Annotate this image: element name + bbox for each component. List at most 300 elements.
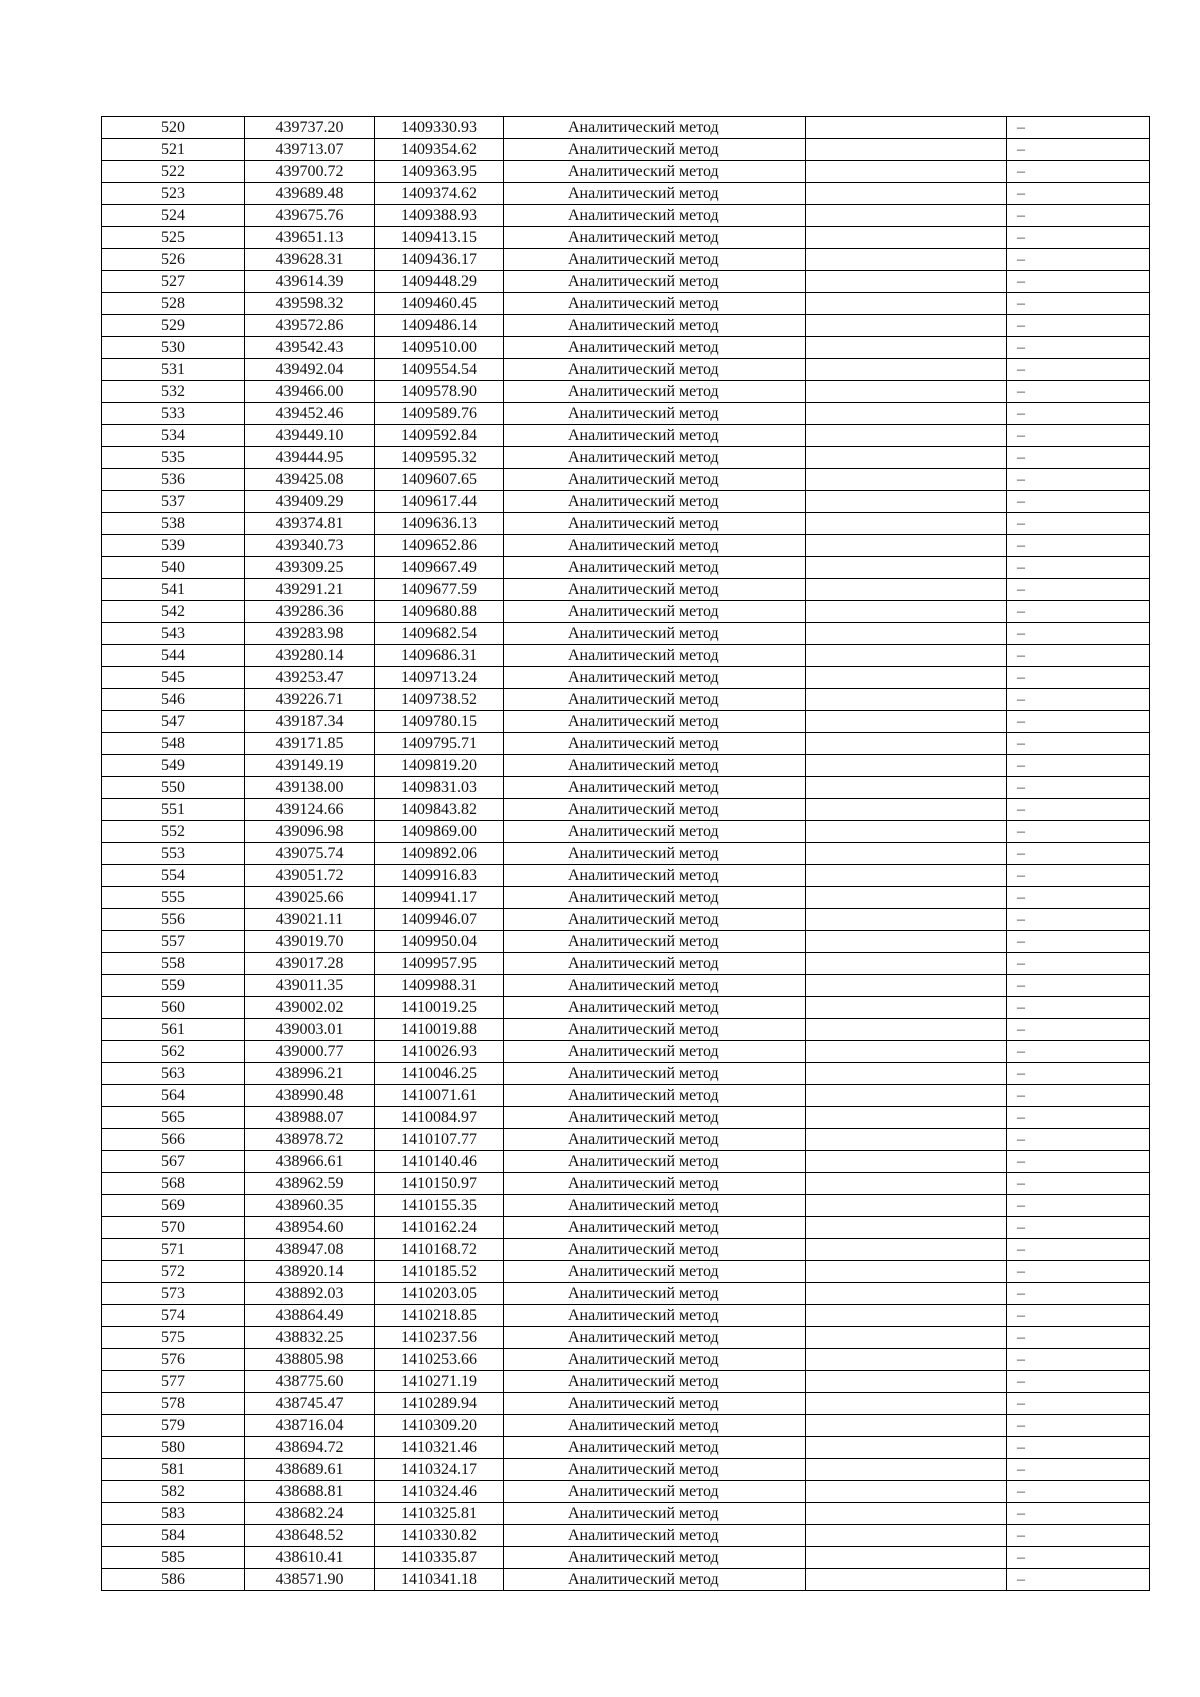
point-number-cell: 585 — [102, 1547, 245, 1569]
accuracy-cell — [806, 381, 1007, 403]
accuracy-cell — [806, 227, 1007, 249]
y-coordinate-cell: 1409460.45 — [375, 293, 504, 315]
table-row — [102, 1459, 1150, 1481]
method-cell: Аналитический метод — [504, 997, 806, 1019]
table-row — [102, 183, 1150, 205]
table-row — [102, 821, 1150, 843]
x-coordinate-cell: 438920.14 — [245, 1261, 375, 1283]
x-coordinate-cell: 439019.70 — [245, 931, 375, 953]
y-coordinate-cell: 1410271.19 — [375, 1371, 504, 1393]
point-number-cell: 551 — [102, 799, 245, 821]
point-number-cell: 550 — [102, 777, 245, 799]
table-row — [102, 117, 1150, 139]
table-row — [102, 953, 1150, 975]
y-coordinate-cell: 1410046.25 — [375, 1063, 504, 1085]
accuracy-cell — [806, 139, 1007, 161]
description-cell: – — [1007, 755, 1150, 777]
x-coordinate-cell: 439466.00 — [245, 381, 375, 403]
description-cell: – — [1007, 1437, 1150, 1459]
y-coordinate-cell: 1409330.93 — [375, 117, 504, 139]
method-cell: Аналитический метод — [504, 1481, 806, 1503]
method-cell: Аналитический метод — [504, 1415, 806, 1437]
y-coordinate-cell: 1409652.86 — [375, 535, 504, 557]
description-cell: – — [1007, 227, 1150, 249]
table-row — [102, 601, 1150, 623]
method-cell: Аналитический метод — [504, 337, 806, 359]
table-row — [102, 1547, 1150, 1569]
description-cell: – — [1007, 315, 1150, 337]
accuracy-cell — [806, 931, 1007, 953]
description-cell: – — [1007, 1503, 1150, 1525]
accuracy-cell — [806, 1459, 1007, 1481]
method-cell: Аналитический метод — [504, 667, 806, 689]
y-coordinate-cell: 1410185.52 — [375, 1261, 504, 1283]
method-cell: Аналитический метод — [504, 1459, 806, 1481]
accuracy-cell — [806, 645, 1007, 667]
accuracy-cell — [806, 249, 1007, 271]
y-coordinate-cell: 1410150.97 — [375, 1173, 504, 1195]
x-coordinate-cell: 438960.35 — [245, 1195, 375, 1217]
accuracy-cell — [806, 1041, 1007, 1063]
description-cell: – — [1007, 909, 1150, 931]
accuracy-cell — [806, 997, 1007, 1019]
accuracy-cell — [806, 1393, 1007, 1415]
point-number-cell: 578 — [102, 1393, 245, 1415]
method-cell: Аналитический метод — [504, 249, 806, 271]
method-cell: Аналитический метод — [504, 1063, 806, 1085]
point-number-cell: 536 — [102, 469, 245, 491]
description-cell: – — [1007, 513, 1150, 535]
description-cell: – — [1007, 249, 1150, 271]
description-cell: – — [1007, 359, 1150, 381]
accuracy-cell — [806, 1481, 1007, 1503]
method-cell: Аналитический метод — [504, 315, 806, 337]
y-coordinate-cell: 1410218.85 — [375, 1305, 504, 1327]
accuracy-cell — [806, 403, 1007, 425]
accuracy-cell — [806, 1195, 1007, 1217]
x-coordinate-cell: 438688.81 — [245, 1481, 375, 1503]
description-cell: – — [1007, 733, 1150, 755]
accuracy-cell — [806, 865, 1007, 887]
accuracy-cell — [806, 777, 1007, 799]
accuracy-cell — [806, 359, 1007, 381]
point-number-cell: 569 — [102, 1195, 245, 1217]
description-cell: – — [1007, 1305, 1150, 1327]
x-coordinate-cell: 438832.25 — [245, 1327, 375, 1349]
accuracy-cell — [806, 1283, 1007, 1305]
table-row — [102, 1481, 1150, 1503]
x-coordinate-cell: 439291.21 — [245, 579, 375, 601]
point-number-cell: 540 — [102, 557, 245, 579]
description-cell: – — [1007, 183, 1150, 205]
x-coordinate-cell: 439628.31 — [245, 249, 375, 271]
method-cell: Аналитический метод — [504, 1349, 806, 1371]
x-coordinate-cell: 438682.24 — [245, 1503, 375, 1525]
coordinates-table — [101, 116, 1150, 1591]
accuracy-cell — [806, 755, 1007, 777]
accuracy-cell — [806, 293, 1007, 315]
accuracy-cell — [806, 975, 1007, 997]
accuracy-cell — [806, 843, 1007, 865]
x-coordinate-cell: 438990.48 — [245, 1085, 375, 1107]
method-cell: Аналитический метод — [504, 777, 806, 799]
y-coordinate-cell: 1409738.52 — [375, 689, 504, 711]
table-row — [102, 1305, 1150, 1327]
table-row — [102, 535, 1150, 557]
y-coordinate-cell: 1409667.49 — [375, 557, 504, 579]
x-coordinate-cell: 439492.04 — [245, 359, 375, 381]
x-coordinate-cell: 439283.98 — [245, 623, 375, 645]
point-number-cell: 571 — [102, 1239, 245, 1261]
x-coordinate-cell: 438954.60 — [245, 1217, 375, 1239]
description-cell: – — [1007, 1459, 1150, 1481]
accuracy-cell — [806, 909, 1007, 931]
x-coordinate-cell: 439452.46 — [245, 403, 375, 425]
table-row — [102, 1415, 1150, 1437]
accuracy-cell — [806, 1327, 1007, 1349]
x-coordinate-cell: 439449.10 — [245, 425, 375, 447]
x-coordinate-cell: 438689.61 — [245, 1459, 375, 1481]
y-coordinate-cell: 1409374.62 — [375, 183, 504, 205]
method-cell: Аналитический метод — [504, 403, 806, 425]
description-cell: – — [1007, 161, 1150, 183]
method-cell: Аналитический метод — [504, 359, 806, 381]
table-row — [102, 1239, 1150, 1261]
point-number-cell: 552 — [102, 821, 245, 843]
point-number-cell: 556 — [102, 909, 245, 931]
point-number-cell: 548 — [102, 733, 245, 755]
description-cell: – — [1007, 645, 1150, 667]
description-cell: – — [1007, 711, 1150, 733]
table-row — [102, 843, 1150, 865]
method-cell: Аналитический метод — [504, 887, 806, 909]
x-coordinate-cell: 439096.98 — [245, 821, 375, 843]
accuracy-cell — [806, 1129, 1007, 1151]
y-coordinate-cell: 1409592.84 — [375, 425, 504, 447]
accuracy-cell — [806, 1437, 1007, 1459]
method-cell: Аналитический метод — [504, 1261, 806, 1283]
description-cell: – — [1007, 1547, 1150, 1569]
accuracy-cell — [806, 1085, 1007, 1107]
method-cell: Аналитический метод — [504, 513, 806, 535]
method-cell: Аналитический метод — [504, 1503, 806, 1525]
description-cell: – — [1007, 381, 1150, 403]
x-coordinate-cell: 439598.32 — [245, 293, 375, 315]
table-row — [102, 1393, 1150, 1415]
description-cell: – — [1007, 1327, 1150, 1349]
accuracy-cell — [806, 469, 1007, 491]
y-coordinate-cell: 1410162.24 — [375, 1217, 504, 1239]
method-cell: Аналитический метод — [504, 931, 806, 953]
y-coordinate-cell: 1409510.00 — [375, 337, 504, 359]
x-coordinate-cell: 439651.13 — [245, 227, 375, 249]
table-row — [102, 1503, 1150, 1525]
description-cell: – — [1007, 1349, 1150, 1371]
x-coordinate-cell: 439425.08 — [245, 469, 375, 491]
description-cell: – — [1007, 799, 1150, 821]
y-coordinate-cell: 1409869.00 — [375, 821, 504, 843]
y-coordinate-cell: 1409682.54 — [375, 623, 504, 645]
table-row — [102, 887, 1150, 909]
point-number-cell: 538 — [102, 513, 245, 535]
point-number-cell: 524 — [102, 205, 245, 227]
table-row — [102, 513, 1150, 535]
table-row — [102, 865, 1150, 887]
point-number-cell: 546 — [102, 689, 245, 711]
x-coordinate-cell: 439286.36 — [245, 601, 375, 623]
x-coordinate-cell: 439309.25 — [245, 557, 375, 579]
point-number-cell: 557 — [102, 931, 245, 953]
point-number-cell: 528 — [102, 293, 245, 315]
description-cell: – — [1007, 1415, 1150, 1437]
y-coordinate-cell: 1410155.35 — [375, 1195, 504, 1217]
accuracy-cell — [806, 1569, 1007, 1591]
point-number-cell: 554 — [102, 865, 245, 887]
y-coordinate-cell: 1409946.07 — [375, 909, 504, 931]
table-row — [102, 1041, 1150, 1063]
table-row — [102, 249, 1150, 271]
table-row — [102, 777, 1150, 799]
table-row — [102, 403, 1150, 425]
accuracy-cell — [806, 623, 1007, 645]
method-cell: Аналитический метод — [504, 579, 806, 601]
y-coordinate-cell: 1410019.25 — [375, 997, 504, 1019]
y-coordinate-cell: 1409354.62 — [375, 139, 504, 161]
table-row — [102, 1349, 1150, 1371]
x-coordinate-cell: 439253.47 — [245, 667, 375, 689]
accuracy-cell — [806, 689, 1007, 711]
y-coordinate-cell: 1409636.13 — [375, 513, 504, 535]
accuracy-cell — [806, 161, 1007, 183]
point-number-cell: 582 — [102, 1481, 245, 1503]
description-cell: – — [1007, 1173, 1150, 1195]
table-row — [102, 1371, 1150, 1393]
description-cell: – — [1007, 1217, 1150, 1239]
description-cell: – — [1007, 821, 1150, 843]
method-cell: Аналитический метод — [504, 1305, 806, 1327]
y-coordinate-cell: 1409941.17 — [375, 887, 504, 909]
x-coordinate-cell: 438962.59 — [245, 1173, 375, 1195]
y-coordinate-cell: 1409686.31 — [375, 645, 504, 667]
accuracy-cell — [806, 1415, 1007, 1437]
table-row — [102, 447, 1150, 469]
x-coordinate-cell: 439713.07 — [245, 139, 375, 161]
point-number-cell: 568 — [102, 1173, 245, 1195]
method-cell: Аналитический метод — [504, 491, 806, 513]
y-coordinate-cell: 1410237.56 — [375, 1327, 504, 1349]
x-coordinate-cell: 438892.03 — [245, 1283, 375, 1305]
point-number-cell: 566 — [102, 1129, 245, 1151]
table-row — [102, 1107, 1150, 1129]
method-cell: Аналитический метод — [504, 689, 806, 711]
y-coordinate-cell: 1410203.05 — [375, 1283, 504, 1305]
x-coordinate-cell: 439444.95 — [245, 447, 375, 469]
x-coordinate-cell: 438864.49 — [245, 1305, 375, 1327]
y-coordinate-cell: 1410026.93 — [375, 1041, 504, 1063]
table-row — [102, 139, 1150, 161]
method-cell: Аналитический метод — [504, 1041, 806, 1063]
description-cell: – — [1007, 117, 1150, 139]
accuracy-cell — [806, 1547, 1007, 1569]
method-cell: Аналитический метод — [504, 1239, 806, 1261]
table-row — [102, 227, 1150, 249]
y-coordinate-cell: 1410341.18 — [375, 1569, 504, 1591]
x-coordinate-cell: 439280.14 — [245, 645, 375, 667]
table-row — [102, 557, 1150, 579]
table-row — [102, 425, 1150, 447]
x-coordinate-cell: 438716.04 — [245, 1415, 375, 1437]
method-cell: Аналитический метод — [504, 381, 806, 403]
point-number-cell: 562 — [102, 1041, 245, 1063]
point-number-cell: 537 — [102, 491, 245, 513]
x-coordinate-cell: 438648.52 — [245, 1525, 375, 1547]
method-cell: Аналитический метод — [504, 227, 806, 249]
point-number-cell: 527 — [102, 271, 245, 293]
y-coordinate-cell: 1409780.15 — [375, 711, 504, 733]
method-cell: Аналитический метод — [504, 1393, 806, 1415]
table-row — [102, 711, 1150, 733]
accuracy-cell — [806, 1503, 1007, 1525]
x-coordinate-cell: 439051.72 — [245, 865, 375, 887]
method-cell: Аналитический метод — [504, 711, 806, 733]
method-cell: Аналитический метод — [504, 821, 806, 843]
point-number-cell: 559 — [102, 975, 245, 997]
table-row — [102, 645, 1150, 667]
point-number-cell: 549 — [102, 755, 245, 777]
description-cell: – — [1007, 997, 1150, 1019]
y-coordinate-cell: 1410168.72 — [375, 1239, 504, 1261]
method-cell: Аналитический метод — [504, 1547, 806, 1569]
accuracy-cell — [806, 799, 1007, 821]
description-cell: – — [1007, 667, 1150, 689]
x-coordinate-cell: 439675.76 — [245, 205, 375, 227]
method-cell: Аналитический метод — [504, 1019, 806, 1041]
y-coordinate-cell: 1409916.83 — [375, 865, 504, 887]
y-coordinate-cell: 1410324.17 — [375, 1459, 504, 1481]
accuracy-cell — [806, 1371, 1007, 1393]
point-number-cell: 576 — [102, 1349, 245, 1371]
table-row — [102, 337, 1150, 359]
y-coordinate-cell: 1409578.90 — [375, 381, 504, 403]
y-coordinate-cell: 1409554.54 — [375, 359, 504, 381]
x-coordinate-cell: 439002.02 — [245, 997, 375, 1019]
y-coordinate-cell: 1409950.04 — [375, 931, 504, 953]
method-cell: Аналитический метод — [504, 161, 806, 183]
table-row — [102, 1569, 1150, 1591]
x-coordinate-cell: 439340.73 — [245, 535, 375, 557]
description-cell: – — [1007, 1371, 1150, 1393]
description-cell: – — [1007, 425, 1150, 447]
point-number-cell: 558 — [102, 953, 245, 975]
x-coordinate-cell: 439000.77 — [245, 1041, 375, 1063]
point-number-cell: 522 — [102, 161, 245, 183]
table-row — [102, 997, 1150, 1019]
point-number-cell: 530 — [102, 337, 245, 359]
y-coordinate-cell: 1410324.46 — [375, 1481, 504, 1503]
description-cell: – — [1007, 1195, 1150, 1217]
table-row — [102, 667, 1150, 689]
table-row — [102, 359, 1150, 381]
accuracy-cell — [806, 513, 1007, 535]
point-number-cell: 539 — [102, 535, 245, 557]
x-coordinate-cell: 438805.98 — [245, 1349, 375, 1371]
table-row — [102, 1019, 1150, 1041]
method-cell: Аналитический метод — [504, 645, 806, 667]
x-coordinate-cell: 439572.86 — [245, 315, 375, 337]
x-coordinate-cell: 439025.66 — [245, 887, 375, 909]
accuracy-cell — [806, 447, 1007, 469]
description-cell: – — [1007, 887, 1150, 909]
point-number-cell: 541 — [102, 579, 245, 601]
point-number-cell: 561 — [102, 1019, 245, 1041]
method-cell: Аналитический метод — [504, 799, 806, 821]
table-row — [102, 623, 1150, 645]
x-coordinate-cell: 439700.72 — [245, 161, 375, 183]
accuracy-cell — [806, 557, 1007, 579]
table-row — [102, 579, 1150, 601]
point-number-cell: 581 — [102, 1459, 245, 1481]
y-coordinate-cell: 1410107.77 — [375, 1129, 504, 1151]
y-coordinate-cell: 1410330.82 — [375, 1525, 504, 1547]
y-coordinate-cell: 1409413.15 — [375, 227, 504, 249]
y-coordinate-cell: 1410071.61 — [375, 1085, 504, 1107]
description-cell: – — [1007, 337, 1150, 359]
x-coordinate-cell: 438988.07 — [245, 1107, 375, 1129]
point-number-cell: 532 — [102, 381, 245, 403]
table-row — [102, 733, 1150, 755]
method-cell: Аналитический метод — [504, 843, 806, 865]
accuracy-cell — [806, 887, 1007, 909]
y-coordinate-cell: 1410325.81 — [375, 1503, 504, 1525]
point-number-cell: 565 — [102, 1107, 245, 1129]
method-cell: Аналитический метод — [504, 535, 806, 557]
y-coordinate-cell: 1409795.71 — [375, 733, 504, 755]
accuracy-cell — [806, 1019, 1007, 1041]
description-cell: – — [1007, 579, 1150, 601]
accuracy-cell — [806, 1151, 1007, 1173]
x-coordinate-cell: 439017.28 — [245, 953, 375, 975]
x-coordinate-cell: 439021.11 — [245, 909, 375, 931]
method-cell: Аналитический метод — [504, 733, 806, 755]
table-row — [102, 161, 1150, 183]
method-cell: Аналитический метод — [504, 865, 806, 887]
description-cell: – — [1007, 1041, 1150, 1063]
accuracy-cell — [806, 1261, 1007, 1283]
point-number-cell: 563 — [102, 1063, 245, 1085]
description-cell: – — [1007, 777, 1150, 799]
y-coordinate-cell: 1410335.87 — [375, 1547, 504, 1569]
x-coordinate-cell: 438571.90 — [245, 1569, 375, 1591]
accuracy-cell — [806, 601, 1007, 623]
method-cell: Аналитический метод — [504, 293, 806, 315]
description-cell: – — [1007, 1239, 1150, 1261]
table-row — [102, 1283, 1150, 1305]
accuracy-cell — [806, 1063, 1007, 1085]
accuracy-cell — [806, 1107, 1007, 1129]
y-coordinate-cell: 1409617.44 — [375, 491, 504, 513]
accuracy-cell — [806, 711, 1007, 733]
x-coordinate-cell: 439689.48 — [245, 183, 375, 205]
accuracy-cell — [806, 1349, 1007, 1371]
table-row — [102, 271, 1150, 293]
x-coordinate-cell: 438947.08 — [245, 1239, 375, 1261]
method-cell: Аналитический метод — [504, 117, 806, 139]
x-coordinate-cell: 439409.29 — [245, 491, 375, 513]
table-row — [102, 1129, 1150, 1151]
description-cell: – — [1007, 865, 1150, 887]
point-number-cell: 533 — [102, 403, 245, 425]
point-number-cell: 560 — [102, 997, 245, 1019]
